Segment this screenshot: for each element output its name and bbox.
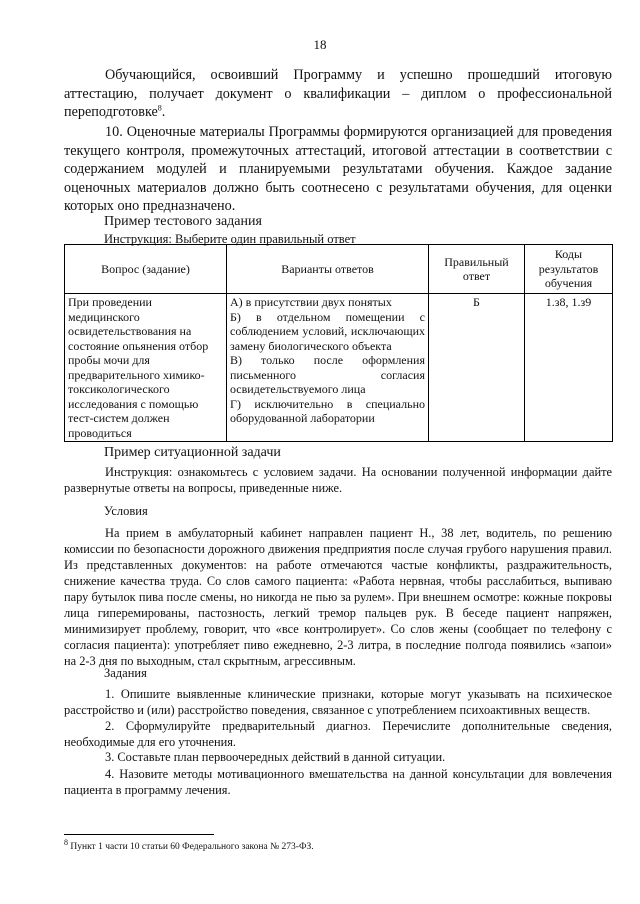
test-table [64,244,613,442]
option-c: В) только после оформления письменного согласия освидетельствуемого лица [230,353,425,396]
page-number: 18 [313,37,327,52]
footnote-divider [64,834,214,835]
option-b: Б) в отдельном помещении с соблюдением условий, исключающих замену биологического объекта [230,309,425,353]
situational-instruction: Инструкция: ознакомьтесь с условием задачи. На основании полученной информации дайте развернутые ответы на вопросы, приведенные ниже. [64,465,612,495]
question-cell: При проведении медицинского освидетельствования на состояние опьянения отбор пробы мочи для предварительного химико-токсикологического исследования с помощью тест-систем должен проводиться [65,294,227,442]
col-options: Варианты ответов [227,245,429,294]
col-question: Вопрос (задание) [65,245,227,294]
option-a: А) в присутствии двух понятых [230,295,392,309]
situational-heading: Пример ситуационной задачи [104,445,281,460]
paragraph-diploma [64,66,612,122]
codes-cell: 1.з8, 1.з9 [525,294,613,442]
test-instruction: Инструкция: Выберите один правильный ответ [104,232,356,246]
paragraph-diploma-text: Обучающийся, освоивший Программу и успешно прошедший итоговую аттестацию, получает документ о квалификации – диплом о профессиональной переподготовке [64,67,612,121]
test-heading: Пример тестового задания [104,214,262,229]
task-1: 1. Опишите выявленные клинические признаки, которые могут указывать на психическое расстройство и (или) расстройство поведения, связанное с употреблением психоактивных веществ. [64,687,612,717]
paragraph-assessment: 10. Оценочные материалы Программы формируются организацией для проведения текущего контроля, промежуточных аттестаций, итоговой аттестации в соответствии с содержанием модулей и планируемыми результатами обучения. Каждое задание оценочных материалов должно быть соотнесено с результатами обучения, для оценки которых оно предназначено. [64,124,612,215]
col-answer: Правильный ответ [429,245,525,294]
footnote-ref: 8 [157,103,162,113]
col-codes: Коды результатов обучения [525,245,613,294]
options-cell [227,294,429,442]
conditions-label: Условия [104,504,148,518]
task-2: 2. Сформулируйте предварительный диагноз. Перечислите дополнительные сведения, необходимые для его уточнения. [64,719,612,749]
option-d: Г) исключительно в специально оборудованной лаборатории [230,396,425,425]
table-row [65,294,613,442]
conditions-text: На прием в амбулаторный кабинет направлен пациент Н., 38 лет, водитель, по решению комиссии по безопасности дорожного движения предприятия после случая грубого нарушения правил. Из представленных документов: на работе отмечаются частые конфликты, раздражительность, снижение качества труда. Со слов самого пациента: «Работа нервная, чтобы расслабиться, выпиваю пару бутылок пива после смены, но никогда не пью за рулем». При внешнем осмотре: кожные покровы лица гиперемированы, пастозность, легкий тремор пальцев рук. В беседе пациент напряжен, минимизирует проблему, говорит, что «все контролирует». Со слов жены (сообщает по телефону с согласия пациента): употребляет пиво ежедневно, 2-3 литра, в последние полгода появились «запои» на 2-3 дня по выходным, стал скрытным, агрессивным. [64,526,612,668]
tasks-label: Задания [104,666,147,680]
answer-cell: Б [429,294,525,442]
footnote-text: Пункт 1 части 10 статьи 60 Федерального закона № 273-ФЗ. [68,842,314,852]
task-3: 3. Составьте план первоочередных действий в данной ситуации. [105,750,446,764]
paragraph-diploma-end: . [161,104,166,121]
footnote [64,837,314,852]
footnote-mark: 8 [64,837,68,847]
task-4: 4. Назовите методы мотивационного вмешательства на данной консультации для вовлечения пациента в программу лечения. [64,767,612,797]
table-header-row [65,245,613,294]
